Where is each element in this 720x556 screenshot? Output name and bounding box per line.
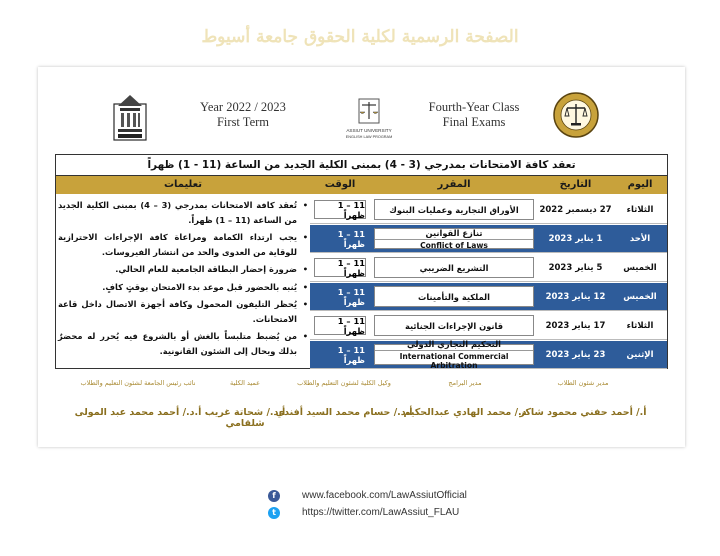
table-row — [310, 341, 667, 369]
table-row — [310, 283, 667, 311]
table-row — [310, 312, 667, 340]
row-day: الخميس — [623, 262, 657, 273]
subject-ar: التشريع الضريبي — [419, 262, 489, 273]
subject-ar: التحكيم التجاري الدولي — [406, 339, 502, 349]
twitter-link-row[interactable] — [268, 504, 467, 521]
exam-label: Final Exams — [442, 115, 506, 129]
table-banner: تعقد كافة الامتحانات بمدرجي (3 - 4) بمبنى الكلية الجديد من الساعة (11 - 1) ظهراً — [56, 155, 667, 176]
row-time: 11 – 1 ظهراً — [314, 287, 366, 306]
header-day: اليوم — [627, 179, 653, 190]
year-label: Year 2022 / 2023 — [200, 100, 286, 114]
signature-title: نائب رئيس الجامعة لشئون التعليم والطلاب — [80, 379, 196, 387]
subject-en: International Commercial Arbitration — [375, 350, 533, 370]
header-time: الوقت — [324, 179, 356, 190]
row-date: 5 يناير 2023 — [548, 262, 603, 273]
signature-name: أ.د./ حسام محمد السيد أفندي — [275, 407, 413, 418]
row-date: 27 ديسمبر 2022 — [539, 204, 612, 215]
subject-en: Conflict of Laws — [375, 239, 533, 250]
university-logo — [112, 92, 148, 142]
row-subject — [374, 228, 534, 249]
table-header-row — [56, 176, 667, 194]
row-subject — [374, 339, 534, 370]
signature-name: أ.د./ شحاتة غريب شلقامي — [204, 407, 286, 429]
signature-name: أ./ أحمد حفني محمود شاكر — [519, 407, 647, 418]
instruction-item: • يجب ارتداء الكمامة ومراعاة كافة الإجراءات الاحترازية للوقاية من العدوى والحد من انتشار الفيروسات. — [58, 230, 297, 259]
row-day: الخميس — [623, 291, 657, 302]
subject-ar: الأوراق التجارية وعمليات البنوك — [389, 204, 519, 215]
signature-name: د./ محمد الهادي عبدالحكيم — [403, 407, 527, 418]
instruction-item: • يُنبه بالحضور قبل موعد بدء الامتحان بوقتٍ كافٍ. — [58, 280, 297, 295]
signature-name: أ.د./ أحمد محمد عبد المولى — [74, 407, 202, 418]
signature-title: وكيل الكلية لشئون التعليم والطلاب — [297, 379, 391, 387]
watermark-title: الصفحة الرسمية لكلية الحقوق جامعة أسيوط — [201, 27, 519, 47]
row-date: 1 يناير 2023 — [548, 233, 603, 244]
table-row — [310, 196, 667, 224]
facebook-icon: f — [268, 490, 280, 502]
twitter-link[interactable]: https://twitter.com/LawAssiut_FLAU — [302, 507, 460, 518]
table-row — [310, 254, 667, 282]
row-day: الأحد — [629, 233, 651, 244]
instruction-item: • ضرورة إحضار البطاقة الجامعية للعام الحالي. — [58, 262, 297, 277]
term-label: First Term — [216, 115, 270, 129]
header-date: التاريخ — [559, 179, 592, 190]
header-notes: تعليمات — [163, 179, 203, 190]
row-subject — [374, 315, 534, 336]
facebook-link-row[interactable] — [268, 487, 467, 504]
exam-schedule-sheet — [38, 67, 685, 447]
signature-title: مدير شئون الطلاب — [557, 379, 609, 387]
law-program-logo — [338, 95, 400, 145]
faculty-seal-logo — [552, 91, 600, 139]
instruction-item: • من يُضبط متلبساً بالغش أو بالشروع فيه يُحرر له محضرٌ بذلك ويحال إلى الشئون القانونية. — [58, 329, 297, 358]
exam-table — [55, 154, 668, 369]
table-row — [310, 225, 667, 253]
academic-year — [188, 100, 298, 130]
row-time: 11 – 1 ظهراً — [314, 258, 366, 277]
facebook-link[interactable]: www.facebook.com/LawAssiutOfficial — [302, 490, 467, 501]
twitter-icon: t — [268, 507, 280, 519]
signature-title: عميد الكلية — [229, 379, 261, 387]
instructions-list — [58, 198, 311, 361]
row-time: 11 – 1 ظهراً — [314, 229, 366, 248]
social-links — [268, 487, 467, 521]
subject-ar: تنازع القوانين — [425, 227, 483, 238]
row-day: الإثنين — [626, 349, 654, 360]
signature-block — [400, 379, 530, 418]
table-body — [56, 176, 667, 369]
row-date: 17 يناير 2023 — [545, 320, 606, 331]
row-time: 11 – 1 ظهراً — [314, 345, 366, 364]
class-label: Fourth-Year Class — [428, 100, 520, 114]
instruction-item: • تُعقد كافة الامتحانات بمدرجي (3 – 4) بمبنى الكلية الجديد من الساعة (11 – 1) ظهراً. — [58, 198, 297, 227]
instruction-item: • يُحظر التليفون المحمول وكافة أجهزة الاتصال داخل قاعة الامتحانات. — [58, 297, 297, 326]
row-day: الثلاثاء — [626, 204, 654, 215]
signature-block — [68, 379, 208, 418]
signature-block — [508, 379, 658, 418]
class-info — [414, 100, 534, 130]
row-subject — [374, 286, 534, 307]
row-time: 11 – 1 ظهراً — [314, 200, 366, 219]
row-subject — [374, 199, 534, 220]
logo-line-2: ENGLISH LAW PROGRAM — [345, 135, 393, 139]
row-day: الثلاثاء — [626, 320, 654, 331]
subject-ar: قانون الإجراءات الجنائية — [404, 320, 504, 331]
signature-title: مدير البرامج — [448, 379, 482, 387]
logo-line-1: ASSIUT UNIVERSITY — [346, 128, 392, 133]
row-subject — [374, 257, 534, 278]
row-date: 12 يناير 2023 — [545, 291, 606, 302]
row-time: 11 – 1 ظهراً — [314, 316, 366, 335]
header-subject: المقرر — [437, 179, 471, 190]
row-date: 23 يناير 2023 — [545, 349, 606, 360]
subject-ar: الملكية والتأمينات — [417, 291, 491, 302]
